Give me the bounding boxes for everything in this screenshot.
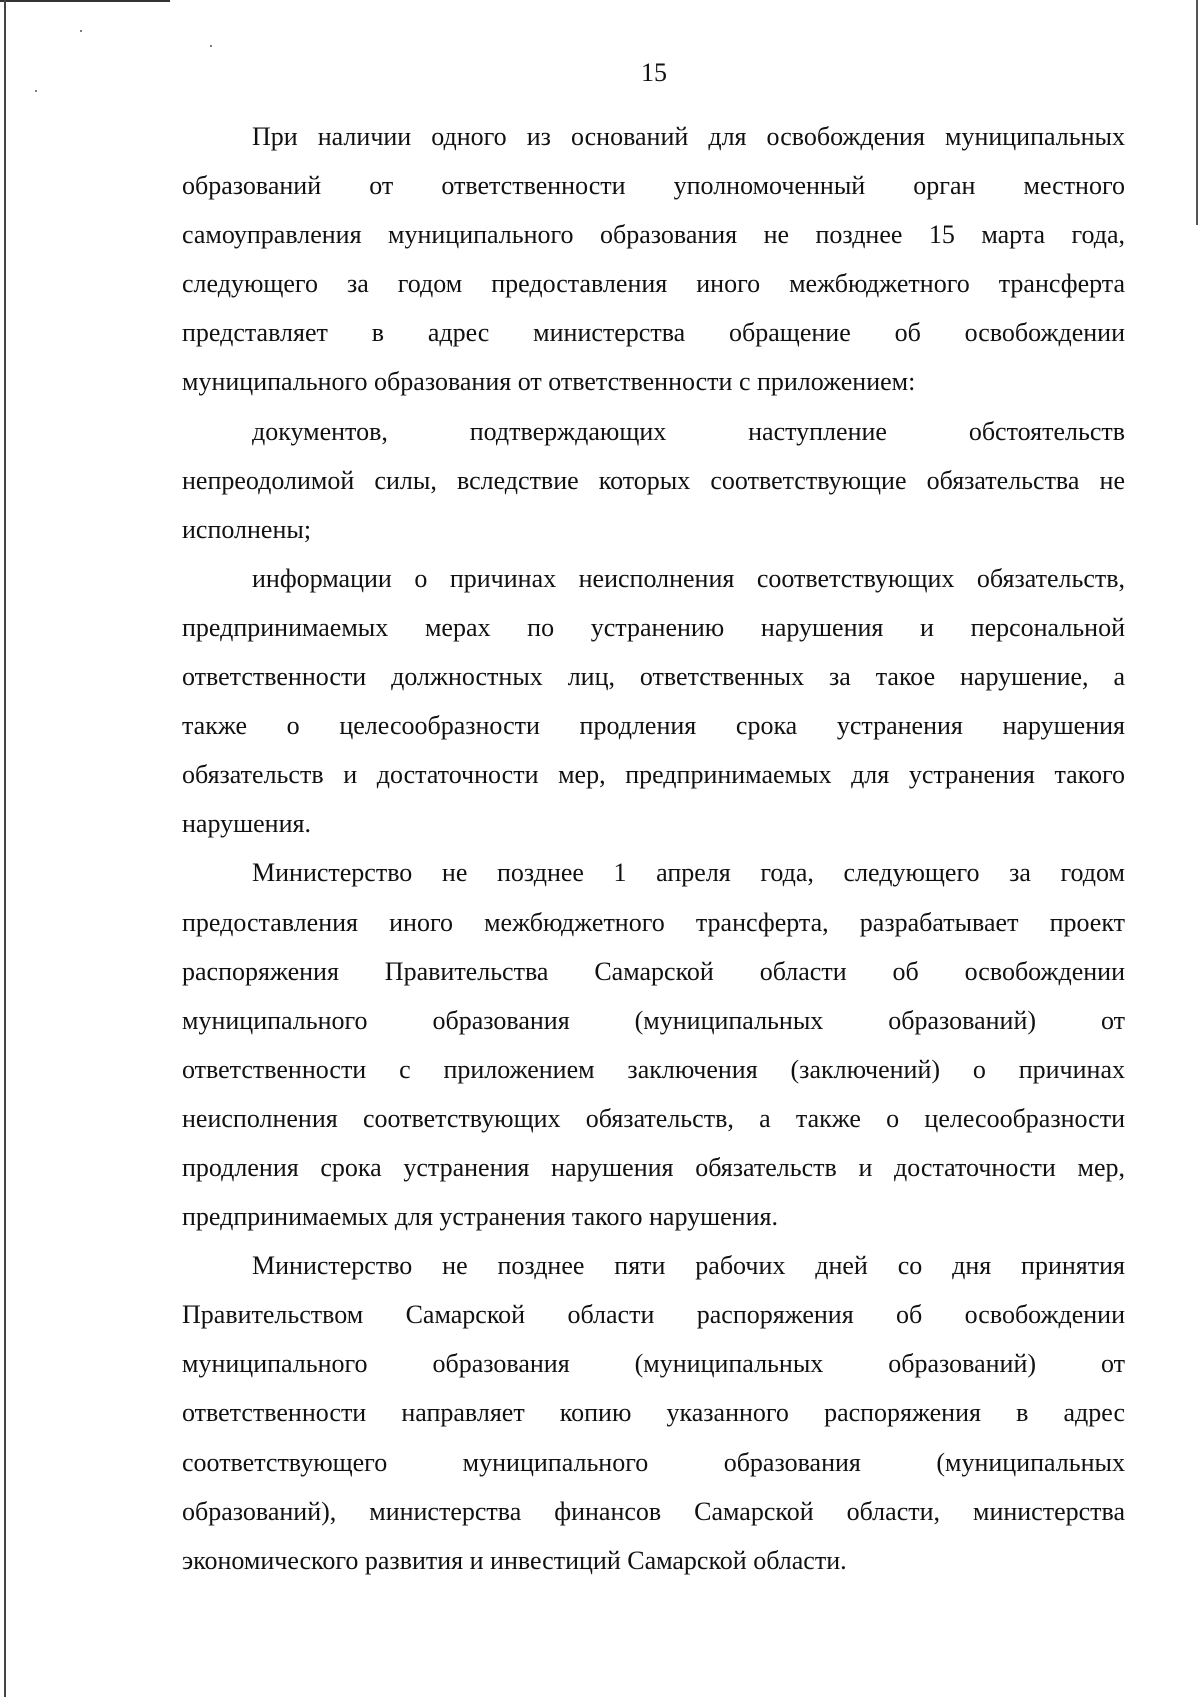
scan-border-right bbox=[1196, 0, 1198, 225]
text-line: распоряжения Правительства Самарской области об освобождении bbox=[182, 956, 1125, 986]
text-line: ответственности с приложением заключения (заключений) о причинах bbox=[182, 1054, 1125, 1084]
text-line: представляет в адрес министерства обращение об освобождении bbox=[182, 318, 1125, 348]
text-line: также о целесообразности продления срока устранения нарушения bbox=[182, 711, 1125, 741]
text-line: Правительством Самарской области распоряжения об освобождении bbox=[182, 1300, 1125, 1330]
text-line: следующего за годом предоставления иного межбюджетного трансферта bbox=[182, 269, 1125, 299]
text-line: образований от ответственности уполномоченный орган местного bbox=[182, 171, 1125, 201]
text-line: информации о причинах неисполнения соответствующих обязательств, bbox=[252, 563, 1125, 593]
text-line: предпринимаемых для устранения такого нарушения. bbox=[182, 1202, 778, 1232]
paragraph bbox=[182, 407, 1125, 554]
text-line: неисполнения соответствующих обязательств, а также о целесообразности bbox=[182, 1103, 1125, 1133]
text-line: муниципального образования от ответственности с приложением: bbox=[182, 367, 916, 397]
text-line: ответственности направляет копию указанного распоряжения в адрес bbox=[182, 1398, 1125, 1428]
text-line: нарушения. bbox=[182, 809, 311, 839]
scan-speck bbox=[210, 45, 212, 47]
text-line: Министерство не позднее пяти рабочих дней со дня принятия bbox=[252, 1251, 1125, 1281]
scan-speck bbox=[35, 90, 37, 92]
paragraph bbox=[182, 112, 1125, 407]
text-line: непреодолимой силы, вследствие которых соответствующие обязательства не bbox=[182, 465, 1125, 495]
scan-speck bbox=[80, 30, 82, 32]
text-line: исполнены; bbox=[182, 514, 312, 544]
text-line: образований), министерства финансов Самарской области, министерства bbox=[182, 1496, 1125, 1526]
text-line: соответствующего муниципального образования (муниципальных bbox=[182, 1447, 1125, 1477]
text-line: предпринимаемых мерах по устранению нарушения и персональной bbox=[182, 612, 1125, 642]
text-line: предоставления иного межбюджетного трансферта, разрабатывает проект bbox=[182, 907, 1125, 937]
text-line: продления срока устранения нарушения обязательств и достаточности мер, bbox=[182, 1152, 1125, 1182]
text-line: ответственности должностных лиц, ответственных за такое нарушение, а bbox=[182, 662, 1125, 692]
scan-border-left bbox=[4, 0, 6, 1697]
paragraph bbox=[182, 554, 1125, 849]
text-line: самоуправления муниципального образования не позднее 15 марта года, bbox=[182, 220, 1125, 250]
text-line: Министерство не позднее 1 апреля года, следующего за годом bbox=[252, 858, 1125, 888]
page-number: 15 bbox=[641, 58, 667, 87]
text-line: экономического развития и инвестиций Самарской области. bbox=[182, 1545, 847, 1575]
scan-border-top bbox=[0, 0, 170, 2]
text-line: При наличии одного из оснований для освобождения муниципальных bbox=[252, 122, 1125, 151]
paragraph bbox=[182, 848, 1125, 1241]
text-line: муниципального образования (муниципальных образований) от bbox=[182, 1349, 1125, 1379]
text-line: обязательств и достаточности мер, предпринимаемых для устранения такого bbox=[182, 760, 1125, 790]
document-body bbox=[182, 112, 1125, 1585]
text-line: документов, подтверждающих наступление обстоятельств bbox=[252, 416, 1125, 446]
paragraph bbox=[182, 1241, 1125, 1585]
text-line: муниципального образования (муниципальных образований) от bbox=[182, 1005, 1125, 1035]
